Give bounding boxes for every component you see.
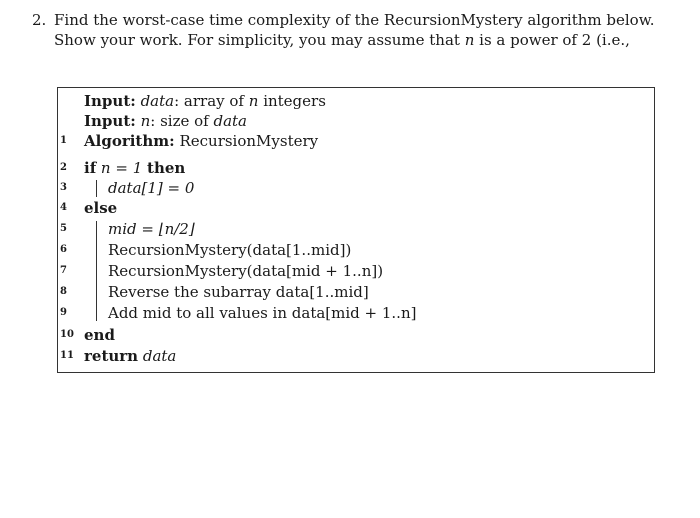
input-text: : size of [150, 112, 214, 130]
algorithm-keyword: Algorithm: [84, 132, 175, 150]
input-label: Input: [84, 112, 136, 130]
line-number: 6 [60, 244, 67, 255]
question-text-part2: is a power of 2 (i.e., [474, 31, 630, 49]
add-statement: Add mid to all values in data[mid + 1..n] [108, 304, 417, 322]
line-number: 2 [60, 162, 67, 173]
question-text-part1: Find the worst-case time complexity of the RecursionMystery algorithm below. Show your work. For simplicity, you may assume that [54, 11, 655, 49]
algorithm-box [57, 87, 655, 373]
input-var: data [140, 92, 175, 110]
question-number: 2. [32, 11, 47, 29]
end-keyword: end [84, 326, 115, 344]
else-block-bar [96, 221, 97, 321]
mid-var: mid [108, 220, 137, 238]
question-n-var: n [464, 31, 475, 49]
else-keyword: else [84, 199, 118, 217]
mid-expression: = ⌊n/2⌋ [136, 220, 195, 238]
recursive-call-1: RecursionMystery(data[1..mid]) [108, 241, 352, 259]
algorithm-name: RecursionMystery [174, 132, 319, 150]
assign-statement: data[1] = 0 [108, 179, 195, 197]
line-number: 7 [60, 265, 67, 276]
input-text: : array of [174, 92, 249, 110]
then-keyword: then [147, 159, 186, 177]
line-number: 5 [60, 223, 67, 234]
input-n: n [248, 92, 259, 110]
line-number: 8 [60, 286, 67, 297]
return-value: data [138, 347, 177, 365]
reverse-statement: Reverse the subarray data[1..mid] [108, 283, 369, 301]
line-number: 9 [60, 307, 67, 318]
line-number: 3 [60, 182, 67, 193]
recursive-call-2: RecursionMystery(data[mid + 1..n]) [108, 262, 384, 280]
line-number: 1 [60, 135, 67, 146]
question-text [32, 10, 672, 50]
line-number: 4 [60, 202, 67, 213]
line-number: 10 [60, 329, 74, 340]
if-keyword: if [84, 159, 97, 177]
input-var: n [140, 112, 151, 130]
return-keyword: return [84, 347, 139, 365]
line-number: 11 [60, 350, 74, 361]
if-condition: n = 1 [96, 159, 148, 177]
then-block-bar [96, 180, 97, 197]
question-body [54, 10, 672, 50]
input-label: Input: [84, 92, 136, 110]
input-line-1 [84, 91, 326, 111]
input-data: data [213, 112, 247, 130]
input-tail: integers [258, 92, 326, 110]
input-line-2 [84, 111, 247, 131]
